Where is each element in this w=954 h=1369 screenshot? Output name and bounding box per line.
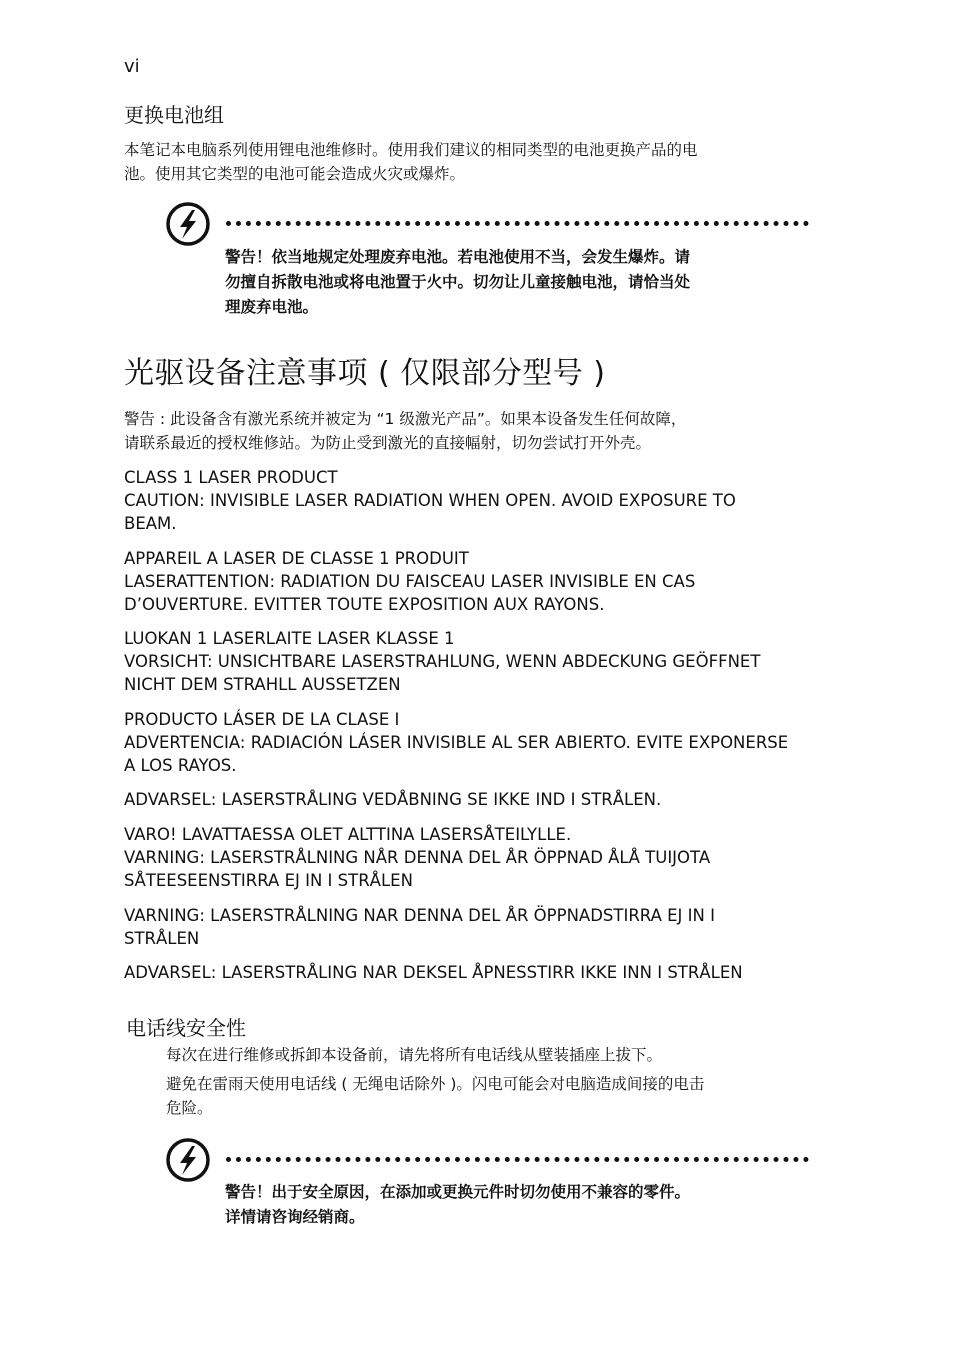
notice-line: A LOS RAYOS.: [124, 756, 237, 775]
notice-line: VARNING: LASERSTRÅLNING NAR DENNA DEL ÅR ÖPPNADSTIRRA EJ IN I: [124, 906, 715, 925]
battery-line: 本笔记本电脑系列使用锂电池维修时。使用我们建议的相同类型的电池更换产品的电: [124, 141, 698, 159]
notice-line: ADVARSEL: LASERSTRÅLING NAR DEKSEL ÅPNESSTIRR IKKE INN I STRÅLEN: [124, 963, 743, 982]
notice-line: CLASS 1 LASER PRODUCT: [124, 468, 338, 487]
page-number: vi: [124, 56, 140, 77]
optical-heading: 光驱设备注意事项 ( 仅限部分型号 ): [124, 356, 606, 391]
lightning-warning-icon: [165, 1137, 211, 1183]
battery-line: 池。使用其它类型的电池可能会造成火灾或爆炸。: [124, 165, 466, 183]
laser-notice: [124, 961, 743, 984]
warning-line: 详情请咨询经销商。: [225, 1208, 365, 1226]
warning-line: 勿擅自拆散电池或将电池置于火中。切勿让儿童接触电池，请恰当处: [225, 273, 691, 291]
warning-icon-battery: [165, 201, 211, 251]
phone-item: [166, 1043, 662, 1067]
notice-line: APPAREIL A LASER DE CLASSE 1 PRODUIT: [124, 549, 469, 568]
optical-line: 请联系最近的授权维修站。为防止受到激光的直接幅射，切勿尝试打开外壳。: [124, 434, 652, 452]
optical-paragraph: [124, 407, 686, 455]
warning-line: 理废弃电池。: [225, 298, 319, 316]
notice-line: PRODUCTO LÁSER DE LA CLASE I: [124, 710, 400, 729]
optical-line: 警告 : 此设备含有激光系统并被定为 “1 级激光产品”。如果本设备发生任何故障，: [124, 410, 687, 428]
notice-line: VARO! LAVATTAESSA OLET ALTTINA LASERSÅTEILYLLE.: [124, 825, 572, 844]
notice-line: VARNING: LASERSTRÅLNING NÅR DENNA DEL ÅR ÖPPNAD ÅLÅ TUIJOTA: [124, 848, 711, 867]
notice-line: LUOKAN 1 LASERLAITE LASER KLASSE 1: [124, 629, 455, 648]
notice-line: STRÅLEN: [124, 929, 200, 948]
phone-warning: [225, 1180, 690, 1230]
notice-line: ADVERTENCIA: RADIACIÓN LÁSER INVISIBLE AL SER ABIERTO. EVITE EXPONERSE: [124, 733, 789, 752]
laser-notice: [124, 466, 736, 535]
warning-line: 警告！依当地规定处理废弃电池。若电池使用不当，会发生爆炸。请: [225, 248, 691, 266]
laser-notice: [124, 788, 661, 811]
phone-line: 危险。: [166, 1099, 213, 1117]
laser-notice: [124, 547, 695, 616]
notice-line: BEAM.: [124, 514, 177, 533]
laser-notice: [124, 904, 715, 950]
battery-heading: 更换电池组: [124, 103, 224, 127]
notice-line: NICHT DEM STRAHLL AUSSETZEN: [124, 675, 401, 694]
laser-notice: [124, 823, 710, 892]
phone-line: 避免在雷雨天使用电话线 ( 无绳电话除外 )。闪电可能会对电脑造成间接的电击: [166, 1075, 705, 1093]
battery-paragraph: [124, 138, 698, 186]
warning-icon-phone: [165, 1137, 211, 1187]
phone-item: [166, 1072, 704, 1120]
lightning-warning-icon: [165, 201, 211, 247]
notice-line: LASERATTENTION: RADIATION DU FAISCEAU LASER INVISIBLE EN CAS: [124, 572, 696, 591]
laser-notice: [124, 627, 760, 696]
phone-heading: 电话线安全性: [126, 1016, 246, 1040]
battery-warning: [225, 245, 690, 320]
notice-line: ADVARSEL: LASERSTRÅLING VEDÅBNING SE IKKE IND I STRÅLEN.: [124, 790, 662, 809]
warning-divider: [226, 1157, 809, 1162]
laser-notice: [124, 708, 788, 777]
notice-line: D’OUVERTURE. EVITTER TOUTE EXPOSITION AUX RAYONS.: [124, 595, 605, 614]
warning-line: 警告！出于安全原因，在添加或更换元件时切勿使用不兼容的零件。: [225, 1183, 691, 1201]
notice-line: CAUTION: INVISIBLE LASER RADIATION WHEN OPEN. AVOID EXPOSURE TO: [124, 491, 736, 510]
notice-line: VORSICHT: UNSICHTBARE LASERSTRAHLUNG, WENN ABDECKUNG GEÖFFNET: [124, 652, 761, 671]
notice-line: SÅTEESEENSTIRRA EJ IN I STRÅLEN: [124, 871, 413, 890]
phone-line: 每次在进行维修或拆卸本设备前，请先将所有电话线从壁装插座上拔下。: [166, 1046, 663, 1064]
warning-divider: [226, 221, 809, 226]
